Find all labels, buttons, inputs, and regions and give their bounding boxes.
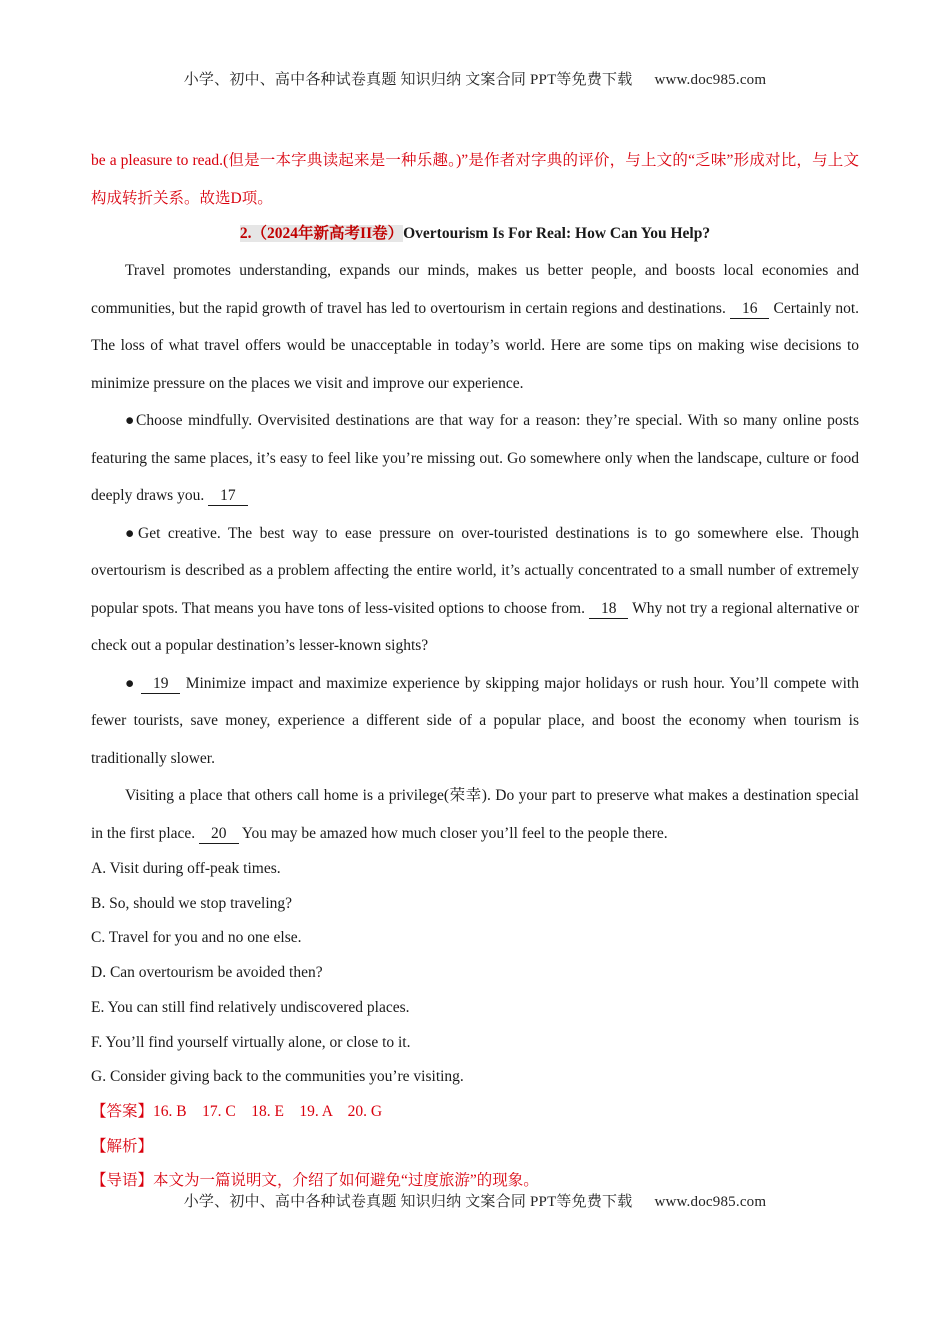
passage-paragraph-2: ●Choose mindfully. Overvisited destinations are that way for a reason: they’re special. With so many online posts featuring the same places, it’s easy to feel like you’re missing out. Go somewhere only when the landscape, culture or food deeply draws you. 17: [91, 412, 859, 504]
option-a: A. Visit during off-peak times.: [91, 860, 281, 877]
blank-19[interactable]: 19: [141, 675, 181, 694]
option-d: D. Can overtourism be avoided then?: [91, 964, 323, 982]
header-site-link[interactable]: www.doc985.com: [654, 72, 767, 88]
page-content: [91, 142, 859, 1199]
question-title: [91, 219, 859, 249]
blank-17[interactable]: 17: [208, 487, 248, 506]
option-f: F. You’ll find yourself virtually alone, or close to it.: [91, 1033, 411, 1051]
passage-paragraph-4: ● 19 Minimize impact and maximize experience by skipping major holidays or rush hour. You’ll compete with fewer tourists, save money, experience a different side of a popular place, and boost the economy when tourism is traditionally slower.: [91, 674, 859, 767]
options-list: [91, 852, 859, 1095]
option-b: B. So, should we stop traveling?: [91, 894, 293, 912]
blank-18[interactable]: 18: [589, 600, 629, 619]
option-c: C. Travel for you and no one else.: [91, 929, 302, 947]
page-footer: [0, 1190, 950, 1211]
footer-text: 小学、初中、高中各种试卷真题 知识归纳 文案合同 PPT等免费下载: [183, 1194, 633, 1210]
answer-line: [91, 1095, 859, 1130]
passage-title: Overtourism Is For Real: How Can You Help?: [403, 225, 711, 242]
footer-site-link[interactable]: www.doc985.com: [654, 1194, 767, 1210]
guide-label: 【导语】: [91, 1172, 154, 1190]
page-header: [0, 68, 950, 89]
option-e: E. You can still find relatively undiscovered places.: [91, 998, 410, 1016]
previous-explanation: be a pleasure to read.(但是一本字典读起来是一种乐趣。)”是作者对字典的评价，与上文的“乏味”形成对比，与上文构成转折关系。故选D项。: [91, 152, 859, 207]
guide-text: 本文为一篇说明文，介绍了如何避免“过度旅游”的现象。: [153, 1172, 539, 1190]
option-g: G. Consider giving back to the communities you’re visiting.: [91, 1068, 464, 1086]
passage-paragraph-1: Travel promotes understanding, expands our minds, makes us better people, and boosts local economies and communities, but the rapid growth of travel has led to overtourism in certain regions and destinations. 16 Certainly not. The loss of what travel offers would be unacceptable in today’s world. Here are some tips on making wise decisions to minimize pressure on the places we visit and improve our experience.: [91, 262, 860, 392]
analysis-label: 【解析】: [91, 1137, 154, 1155]
bullet: ●: [125, 674, 136, 692]
answer-text: 16. B 17. C 18. E 19. A 20. G: [153, 1102, 383, 1120]
blank-16[interactable]: 16: [730, 300, 770, 319]
question-source: 2.（2024年新高考II卷）: [239, 225, 404, 242]
passage-paragraph-3: ●Get creative. The best way to ease pressure on over-touristed destinations is to go somewhere else. Though overtourism is described as a problem affecting the entire world, it’s actually concentrated to a small number of extremely popular spots. That means you have tons of less-visited options to choose from. 18 Why not try a regional alternative or check out a popular destination’s lesser-known sights?: [91, 524, 859, 654]
passage-paragraph-5: Visiting a place that others call home is a privilege(荣幸). Do your part to preserve what makes a destination special in the first place. 20 You may be amazed how much closer you’ll feel to the people there.: [91, 787, 859, 842]
answer-label: 【答案】: [91, 1102, 154, 1120]
header-text: 小学、初中、高中各种试卷真题 知识归纳 文案合同 PPT等免费下载: [183, 72, 633, 88]
blank-20[interactable]: 20: [199, 825, 239, 844]
